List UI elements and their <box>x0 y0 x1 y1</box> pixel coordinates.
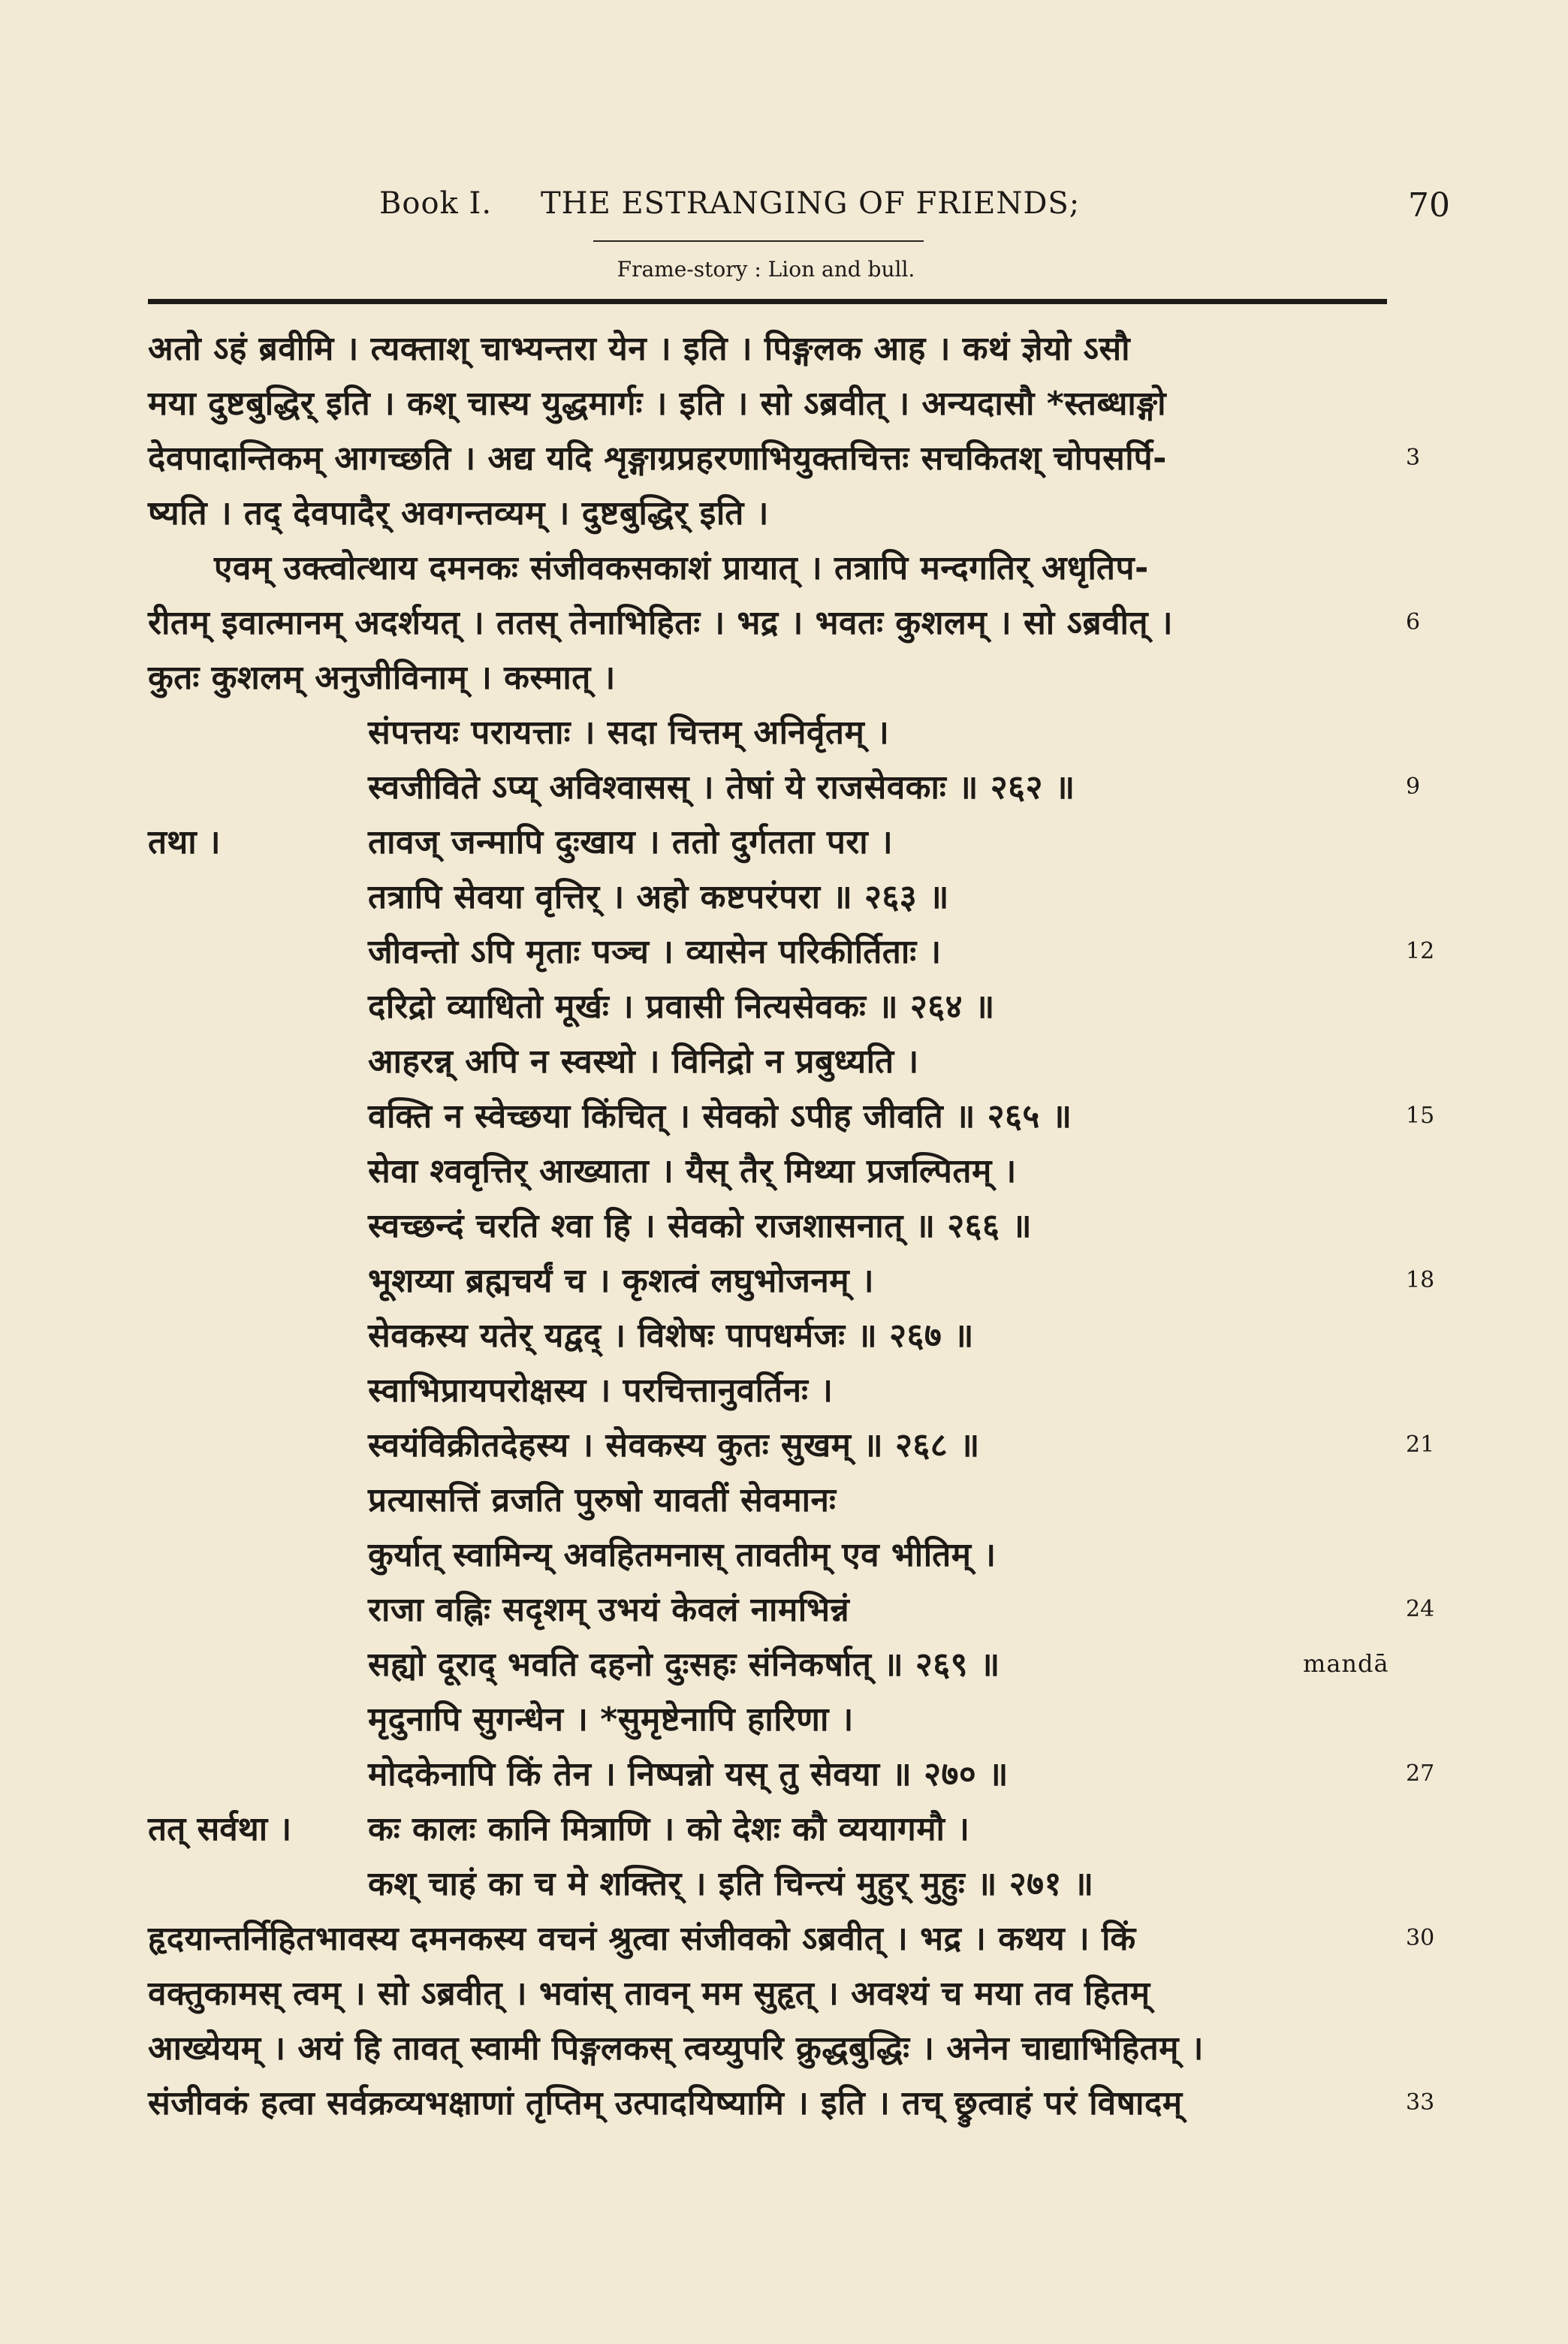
verse-line: मोदकेनापि किं तेन । निष्पन्नो यस् तु सेवया ॥ २७० ॥ <box>368 1755 1009 1793</box>
page-number: 70 <box>1408 186 1450 225</box>
text-line: कुतः कुशलम् अनुजीविनाम् । कस्मात् । <box>148 659 616 697</box>
verse-line: तत्रापि सेवया वृत्तिर् । अहो कष्टपरंपरा ॥ २६३ ॥ <box>368 878 949 916</box>
line-number: 30 <box>1406 1925 1435 1951</box>
text-line: हृदयान्तर्निहितभावस्य दमनकस्य वचनं श्रुत्वा संजीवको ऽब्रवीत् । भद्र । कथय । किं <box>148 1920 1136 1958</box>
book-label: Book I. <box>379 186 493 221</box>
text-line: संजीवकं हत्वा सर्वक्रव्यभक्षाणां तृप्तिम् उत्पादयिष्यामि । इति । तच् छ्रुत्वाहं परं विषादम् <box>148 2084 1183 2122</box>
line-number: 6 <box>1406 609 1421 635</box>
line-number: 27 <box>1406 1760 1435 1787</box>
text-line: आख्येयम् । अयं हि तावत् स्वामी पिङ्गलकस् त्वय्युपरि क्रुद्धबुद्धिः । अनेन चाद्याभिहितम् । <box>148 2029 1204 2068</box>
verse-line: जीवन्तो ऽपि मृताः पञ्च । व्यासेन परिकीर्तिताः । <box>368 933 942 971</box>
verse-line: वक्ति न स्वेच्छया किंचित् । सेवको ऽपीह जीवति ॥ २६५ ॥ <box>368 1097 1072 1136</box>
verse-line: सेवा श्ववृत्तिर् आख्याता । यैस् तैर् मिथ्या प्रजल्पितम् । <box>368 1152 1017 1190</box>
subheading-rule <box>593 240 924 242</box>
verse-line: आहरन्न् अपि न स्वस्थो । विनिद्रो न प्रबुध्यति । <box>368 1042 919 1081</box>
line-number: 21 <box>1406 1431 1435 1458</box>
line-number: 24 <box>1406 1596 1435 1622</box>
verse-line: राजा वह्निः सदृशम् उभयं केवलं नामभिन्नं <box>368 1591 850 1629</box>
verse-line: कुर्यात् स्वामिन्य् अवहितमनास् तावतीम् एव भीतिम् । <box>368 1536 997 1574</box>
verse-line: सेवकस्य यतेर् यद्वद् । विशेषः पापधर्मजः ॥ २६७ ॥ <box>368 1317 974 1355</box>
line-number: 18 <box>1406 1267 1435 1293</box>
line-number: 15 <box>1406 1103 1435 1129</box>
chapter-title: THE ESTRANGING OF FRIENDS; <box>541 186 1081 221</box>
frame-story-subheading: Frame-story : Lion and bull. <box>617 257 915 282</box>
verse-line: भूशय्या ब्रह्मचर्यं च । कृशत्वं लघुभोजनम् । <box>368 1262 875 1300</box>
line-number: 12 <box>1406 938 1435 964</box>
verse-line: स्वाभिप्रायपरोक्षस्य । परचित्तानुवर्तिनः । <box>368 1371 834 1410</box>
verse-intro-label: तत् सर्वथा । <box>148 1810 292 1848</box>
verse-line: स्वजीविते ऽप्य् अविश्वासस् । तेषां ये राजसेवकाः ॥ २६२ ॥ <box>368 768 1075 807</box>
line-number: 33 <box>1406 2089 1435 2116</box>
text-line: ष्यति । तद् देवपादैर् अवगन्तव्यम् । दुष्टबुद्धिर् इति । <box>148 494 769 532</box>
verse-line: सह्यो दूराद् भवति दहनो दुःसहः संनिकर्षात् ॥ २६९ ॥ <box>368 1646 1000 1684</box>
verse-line: प्रत्यासत्तिं व्रजति पुरुषो यावतीं सेवमानः <box>368 1481 837 1519</box>
text-line: मया दुष्टबुद्धिर् इति । कश् चास्य युद्धमार्गः । इति । सो ऽब्रवीत् । अन्यदासौ *स्तब्धाङ्गो <box>148 385 1167 423</box>
verse-line: मृदुनापि सुगन्धेन । *सुमृष्टेनापि हारिणा । <box>368 1700 854 1739</box>
text-line: एवम् उक्त्वोत्थाय दमनकः संजीवकसकाशं प्रायात् । तत्रापि मन्दगतिर् अधृतिप- <box>214 549 1149 587</box>
verse-line: संपत्तयः परायत्ताः । सदा चित्तम् अनिर्वृतम् । <box>368 713 890 752</box>
line-number: 3 <box>1406 445 1421 471</box>
verse-line: स्वच्छन्दं चरति श्वा हि । सेवको राजशासनात् ॥ २६६ ॥ <box>368 1207 1033 1245</box>
line-number: 9 <box>1406 774 1421 800</box>
verse-line: तावज् जन्मापि दुःखाय । ततो दुर्गतता परा । <box>368 823 894 861</box>
text-line: रीतम् इवात्मानम् अदर्शयत् । ततस् तेनाभिहितः । भद्र । भवतः कुशलम् । सो ऽब्रवीत् । <box>148 604 1174 642</box>
verse-line: कः कालः कानि मित्राणि । को देशः कौ व्ययागमौ । <box>368 1810 970 1848</box>
text-line: वक्तुकामस् त्वम् । सो ऽब्रवीत् । भवांस् तावन् मम सुहृत् । अवश्यं च मया तव हितम् <box>148 1974 1150 2013</box>
text-line: देवपादान्तिकम् आगच्छति । अद्य यदि शृङ्गाग्रप्रहरणाभियुक्तचित्तः सचकितश् चोपसर्पि- <box>148 439 1167 478</box>
verse-line: कश् चाहं का च मे शक्तिर् । इति चिन्त्यं मुहुर् मुहुः ॥ २७१ ॥ <box>368 1865 1094 1903</box>
verse-line: स्वयंविक्रीतदेहस्य । सेवकस्य कुतः सुखम् ॥ २६८ ॥ <box>368 1426 980 1465</box>
verse-intro-label: तथा । <box>148 823 221 861</box>
verse-line: दरिद्रो व्याधितो मूर्खः । प्रवासी नित्यसेवकः ॥ २६४ ॥ <box>368 988 995 1026</box>
text-line: अतो ऽहं ब्रवीमि । त्यक्ताश् चाभ्यन्तरा येन । इति । पिङ्गलक आह । कथं ज्ञेयो ऽसौ <box>148 330 1131 368</box>
header-rule <box>148 299 1387 304</box>
meter-note: mandā <box>1303 1649 1389 1678</box>
